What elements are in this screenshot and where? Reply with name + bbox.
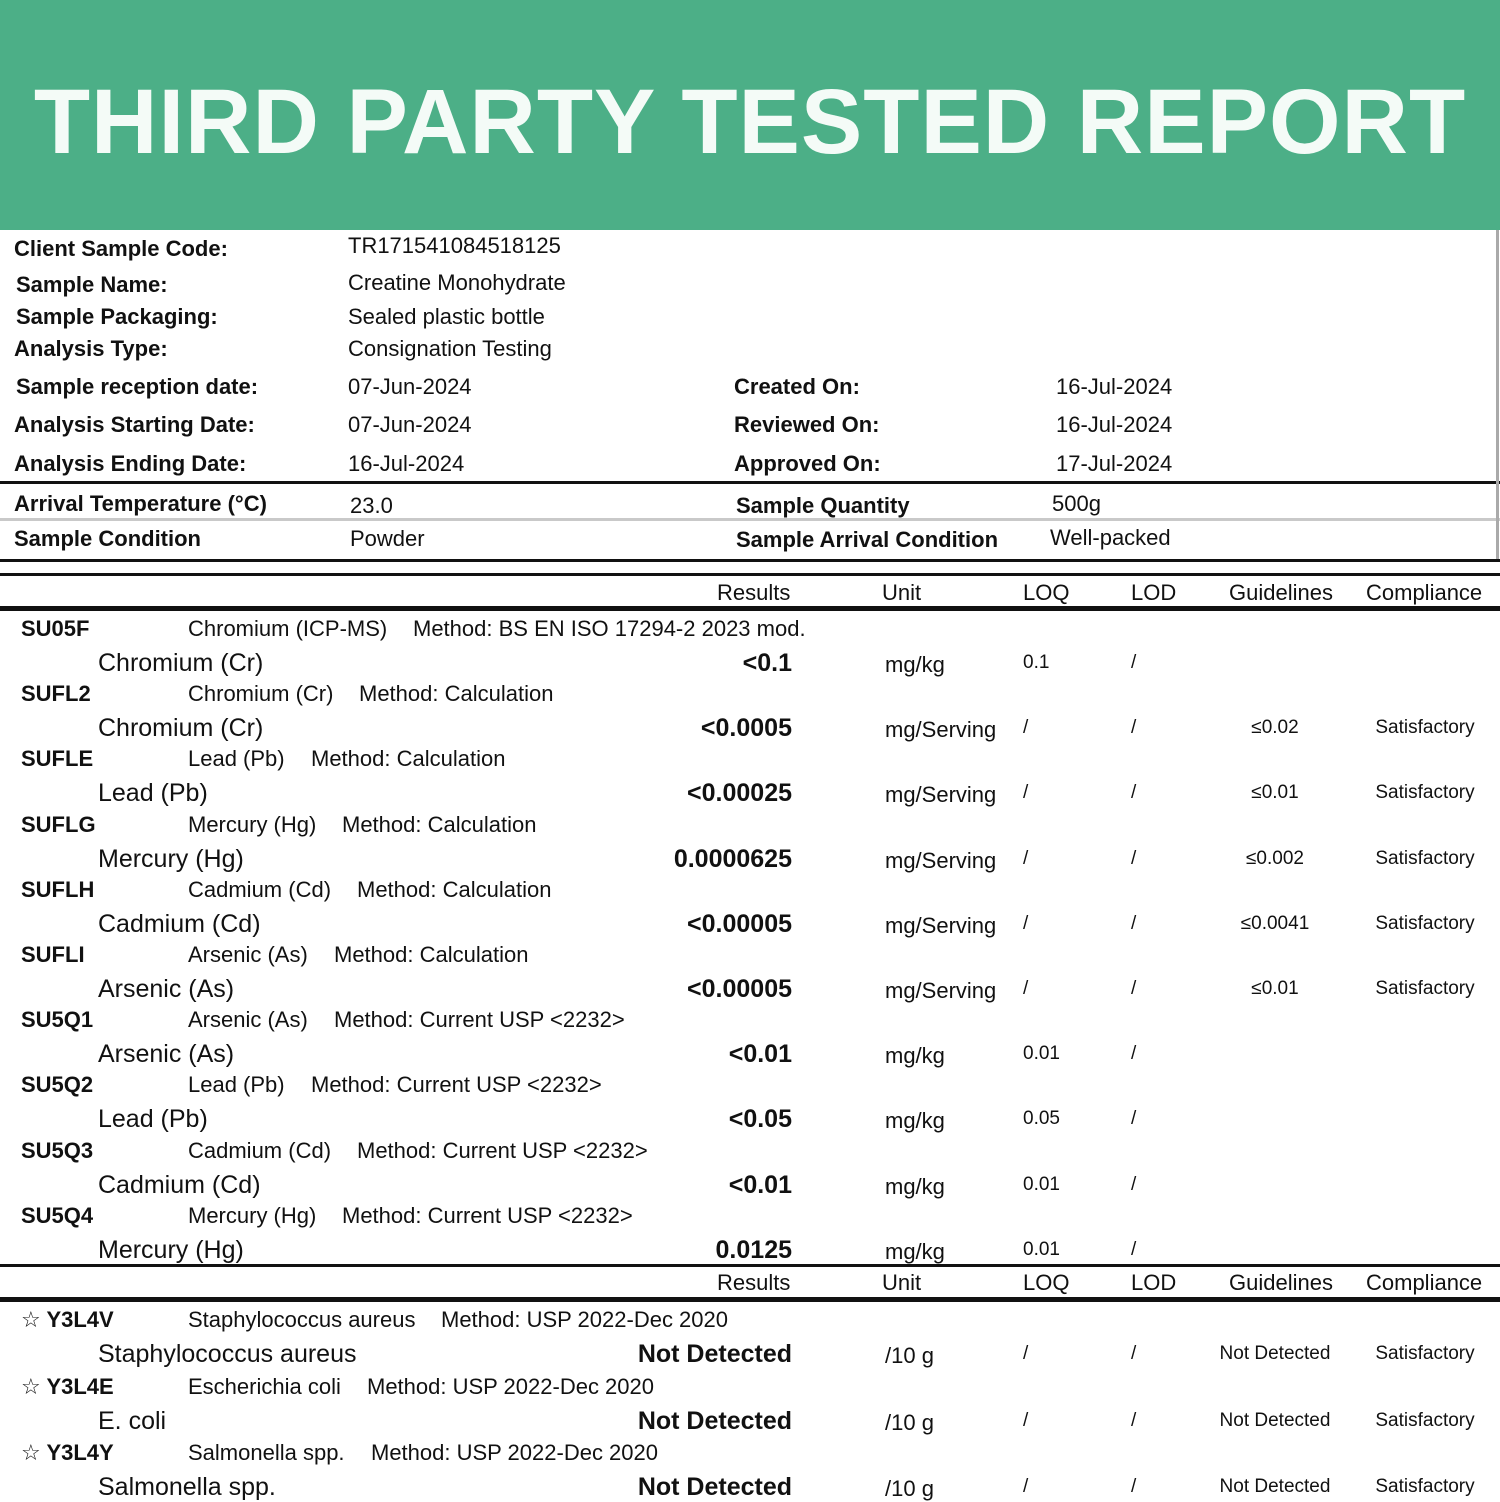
col-results: Results bbox=[717, 1270, 791, 1295]
unit-value: mg/kg bbox=[885, 1108, 945, 1134]
lod-value: / bbox=[1131, 1043, 1137, 1065]
col-guidelines: Guidelines bbox=[1229, 1270, 1333, 1295]
lod-value: / bbox=[1131, 782, 1137, 804]
test-code: SUFLI bbox=[21, 942, 85, 967]
test-name: Staphylococcus aureus bbox=[188, 1307, 416, 1332]
test-code: SU5Q3 bbox=[21, 1137, 94, 1163]
result-value: Not Detected bbox=[637, 1406, 792, 1435]
test-code: SUFLG bbox=[21, 811, 96, 837]
lod-value: / bbox=[1131, 1108, 1137, 1130]
test-code: ☆ Y3L4Y bbox=[21, 1440, 114, 1465]
unit-value: /10 g bbox=[885, 1409, 934, 1435]
guideline-value: ≤0.02 bbox=[1251, 717, 1299, 739]
approved-on-label: Approved On: bbox=[734, 451, 881, 476]
divider-gray bbox=[0, 518, 1500, 521]
method-text: Method: Calculation bbox=[334, 942, 529, 967]
divider-thick bbox=[0, 1297, 1500, 1302]
test-code: SU5Q1 bbox=[21, 1007, 94, 1033]
col-compliance: Compliance bbox=[1366, 1270, 1483, 1295]
sample-quantity-value: 500g bbox=[1052, 491, 1101, 516]
loq-value: 0.01 bbox=[1023, 1173, 1060, 1195]
test-name: Lead (Pb) bbox=[188, 1072, 285, 1098]
compliance-value: Satisfactory bbox=[1375, 782, 1475, 804]
method-text: Method: Calculation bbox=[311, 746, 506, 772]
result-value: 0.0000625 bbox=[673, 844, 792, 873]
result-value: <0.00005 bbox=[687, 909, 792, 938]
method-text: Method: Current USP <2232> bbox=[357, 1137, 648, 1163]
col-lod: LOD bbox=[1131, 580, 1177, 605]
reviewed-on-label: Reviewed On: bbox=[734, 412, 880, 437]
lod-value: / bbox=[1131, 652, 1137, 673]
test-code: SUFLE bbox=[21, 746, 94, 772]
result-value: <0.01 bbox=[728, 1040, 792, 1069]
lod-value: / bbox=[1131, 1476, 1137, 1497]
test-code: ☆ Y3L4E bbox=[21, 1373, 114, 1399]
divider bbox=[0, 481, 1500, 484]
divider-thick bbox=[0, 606, 1500, 611]
analyte-name: Cadmium (Cd) bbox=[98, 909, 261, 938]
analysis-starting-date-label: Analysis Starting Date: bbox=[14, 412, 255, 437]
test-name: Mercury (Hg) bbox=[188, 1202, 317, 1228]
client-sample-code-value: TR171541084518125 bbox=[348, 233, 561, 258]
analyte-name: Chromium (Cr) bbox=[98, 714, 264, 743]
sample-arrival-condition-label: Sample Arrival Condition bbox=[736, 527, 999, 552]
analysis-type-value: Consignation Testing bbox=[348, 336, 552, 361]
analysis-starting-date-value: 07-Jun-2024 bbox=[348, 412, 472, 437]
guideline-value: ≤0.0041 bbox=[1240, 912, 1310, 934]
test-name: Chromium (Cr) bbox=[188, 681, 334, 707]
col-loq: LOQ bbox=[1023, 1270, 1070, 1295]
sample-arrival-condition-value: Well-packed bbox=[1050, 525, 1171, 550]
client-sample-code-label: Client Sample Code: bbox=[14, 236, 228, 261]
test-code: SU5Q4 bbox=[21, 1202, 94, 1228]
loq-value: / bbox=[1023, 717, 1029, 739]
lod-value: / bbox=[1131, 978, 1137, 999]
test-code: SUFLH bbox=[21, 876, 95, 902]
test-name: Arsenic (As) bbox=[188, 942, 308, 967]
loq-value: / bbox=[1023, 978, 1029, 999]
unit-value: mg/kg bbox=[885, 1043, 945, 1069]
analyte-name: Cadmium (Cd) bbox=[98, 1170, 261, 1199]
arrival-temperature-label: Arrival Temperature (°C) bbox=[14, 491, 267, 516]
unit-value: mg/Serving bbox=[885, 912, 997, 938]
result-value: <0.0005 bbox=[700, 714, 792, 743]
compliance-value: Satisfactory bbox=[1375, 912, 1475, 934]
lod-value: / bbox=[1131, 1409, 1137, 1431]
analyte-name: E. coli bbox=[98, 1406, 167, 1435]
test-code: SU05F bbox=[21, 616, 90, 641]
lod-value: / bbox=[1131, 912, 1137, 934]
sample-name-value: Creatine Monohydrate bbox=[348, 270, 566, 295]
col-loq: LOQ bbox=[1023, 580, 1070, 605]
divider bbox=[0, 1264, 1500, 1267]
created-on-value: 16-Jul-2024 bbox=[1056, 374, 1173, 399]
divider bbox=[0, 559, 1500, 562]
test-name: Cadmium (Cd) bbox=[188, 1137, 332, 1163]
col-compliance: Compliance bbox=[1366, 580, 1483, 605]
col-results: Results bbox=[717, 580, 791, 605]
result-value: <0.1 bbox=[742, 649, 792, 677]
result-value: <0.01 bbox=[728, 1170, 792, 1199]
analysis-type-label: Analysis Type: bbox=[14, 336, 168, 361]
test-name: Salmonella spp. bbox=[188, 1440, 345, 1465]
reviewed-on-value: 16-Jul-2024 bbox=[1056, 412, 1173, 437]
unit-value: mg/Serving bbox=[885, 847, 997, 873]
analyte-name: Mercury (Hg) bbox=[98, 844, 244, 873]
loq-value: 0.05 bbox=[1023, 1108, 1060, 1130]
method-text: Method: USP 2022-Dec 2020 bbox=[441, 1307, 728, 1332]
guideline-value: Not Detected bbox=[1219, 1476, 1331, 1497]
lod-value: / bbox=[1131, 1238, 1137, 1260]
divider bbox=[0, 573, 1500, 576]
method-text: Method: BS EN ISO 17294-2 2023 mod. bbox=[413, 616, 806, 641]
sample-condition-value: Powder bbox=[350, 526, 425, 551]
result-value: Not Detected bbox=[637, 1340, 792, 1368]
sample-quantity-label: Sample Quantity bbox=[736, 493, 910, 518]
test-name: Chromium (ICP-MS) bbox=[188, 616, 388, 641]
method-text: Method: Current USP <2232> bbox=[311, 1072, 602, 1098]
approved-on-value: 17-Jul-2024 bbox=[1056, 451, 1173, 476]
unit-value: mg/Serving bbox=[885, 717, 997, 743]
header-banner bbox=[0, 0, 1500, 230]
test-name: Mercury (Hg) bbox=[188, 811, 317, 837]
analysis-ending-date-value: 16-Jul-2024 bbox=[348, 451, 465, 476]
unit-value: /10 g bbox=[885, 1343, 934, 1368]
sample-condition-label: Sample Condition bbox=[14, 526, 201, 551]
method-text: Method: Calculation bbox=[359, 681, 554, 707]
loq-value: / bbox=[1023, 1409, 1029, 1431]
analyte-name: Arsenic (As) bbox=[98, 975, 235, 1003]
result-value: 0.0125 bbox=[715, 1235, 792, 1264]
unit-value: mg/Serving bbox=[885, 978, 997, 1003]
loq-value: / bbox=[1023, 782, 1029, 804]
test-name: Cadmium (Cd) bbox=[188, 876, 332, 902]
right-border bbox=[1496, 230, 1499, 560]
sample-reception-date-label: Sample reception date: bbox=[16, 374, 259, 399]
compliance-value: Satisfactory bbox=[1375, 717, 1475, 739]
analyte-name: Mercury (Hg) bbox=[98, 1235, 244, 1264]
method-text: Method: Calculation bbox=[342, 811, 537, 837]
lod-value: / bbox=[1131, 717, 1137, 739]
guideline-value: ≤0.01 bbox=[1251, 978, 1299, 999]
test-name: Lead (Pb) bbox=[188, 746, 285, 772]
sample-name-label: Sample Name: bbox=[16, 272, 168, 297]
analysis-ending-date-label: Analysis Ending Date: bbox=[14, 451, 247, 476]
test-code: SUFL2 bbox=[21, 681, 91, 707]
col-lod: LOD bbox=[1131, 1270, 1177, 1295]
test-code: SU5Q2 bbox=[21, 1072, 94, 1098]
result-value: <0.00005 bbox=[687, 975, 792, 1003]
compliance-value: Satisfactory bbox=[1375, 847, 1475, 869]
created-on-label: Created On: bbox=[734, 374, 860, 399]
lod-value: / bbox=[1131, 1343, 1137, 1364]
loq-value: / bbox=[1023, 912, 1029, 934]
col-guidelines: Guidelines bbox=[1229, 580, 1333, 605]
analyte-name: Salmonella spp. bbox=[98, 1473, 276, 1501]
unit-value: mg/kg bbox=[885, 1173, 945, 1199]
sample-packaging-value: Sealed plastic bottle bbox=[348, 304, 545, 329]
test-code: ☆ Y3L4V bbox=[21, 1307, 114, 1332]
unit-value: /10 g bbox=[885, 1476, 934, 1501]
analyte-name: Staphylococcus aureus bbox=[98, 1340, 357, 1368]
loq-value: 0.01 bbox=[1023, 1238, 1060, 1260]
sample-packaging-label: Sample Packaging: bbox=[16, 304, 218, 329]
compliance-value: Satisfactory bbox=[1375, 1476, 1475, 1497]
analyte-name: Lead (Pb) bbox=[98, 1105, 208, 1134]
loq-value: / bbox=[1023, 1476, 1029, 1497]
result-value: <0.05 bbox=[728, 1105, 792, 1134]
result-value: <0.00025 bbox=[687, 779, 792, 808]
method-text: Method: Current USP <2232> bbox=[334, 1007, 625, 1033]
guideline-value: Not Detected bbox=[1219, 1409, 1331, 1431]
arrival-temperature-value: 23.0 bbox=[350, 493, 393, 518]
loq-value: 0.01 bbox=[1023, 1043, 1060, 1065]
loq-value: / bbox=[1023, 1343, 1029, 1364]
test-name: Arsenic (As) bbox=[188, 1007, 308, 1033]
method-text: Method: USP 2022-Dec 2020 bbox=[367, 1373, 654, 1399]
compliance-value: Satisfactory bbox=[1375, 1409, 1475, 1431]
loq-value: / bbox=[1023, 847, 1029, 869]
compliance-value: Satisfactory bbox=[1375, 978, 1475, 999]
method-text: Method: Calculation bbox=[357, 876, 552, 902]
analyte-name: Chromium (Cr) bbox=[98, 649, 264, 677]
unit-value: mg/kg bbox=[885, 652, 945, 677]
lod-value: / bbox=[1131, 847, 1137, 869]
guideline-value: ≤0.002 bbox=[1246, 847, 1304, 869]
report-title: THIRD PARTY TESTED REPORT bbox=[33, 71, 1467, 173]
col-unit: Unit bbox=[882, 1270, 922, 1295]
sample-reception-date-value: 07-Jun-2024 bbox=[348, 374, 472, 399]
test-name: Escherichia coli bbox=[188, 1373, 341, 1399]
unit-value: mg/Serving bbox=[885, 782, 997, 808]
col-unit: Unit bbox=[882, 580, 922, 605]
method-text: Method: Current USP <2232> bbox=[342, 1202, 633, 1228]
loq-value: 0.1 bbox=[1023, 652, 1050, 673]
result-value: Not Detected bbox=[637, 1473, 792, 1501]
lod-value: / bbox=[1131, 1173, 1137, 1195]
guideline-value: ≤0.01 bbox=[1251, 782, 1299, 804]
compliance-value: Satisfactory bbox=[1375, 1343, 1475, 1364]
guideline-value: Not Detected bbox=[1219, 1343, 1331, 1364]
method-text: Method: USP 2022-Dec 2020 bbox=[371, 1440, 658, 1465]
analyte-name: Arsenic (As) bbox=[98, 1040, 235, 1069]
analyte-name: Lead (Pb) bbox=[98, 779, 208, 808]
unit-value: mg/kg bbox=[885, 1238, 945, 1264]
